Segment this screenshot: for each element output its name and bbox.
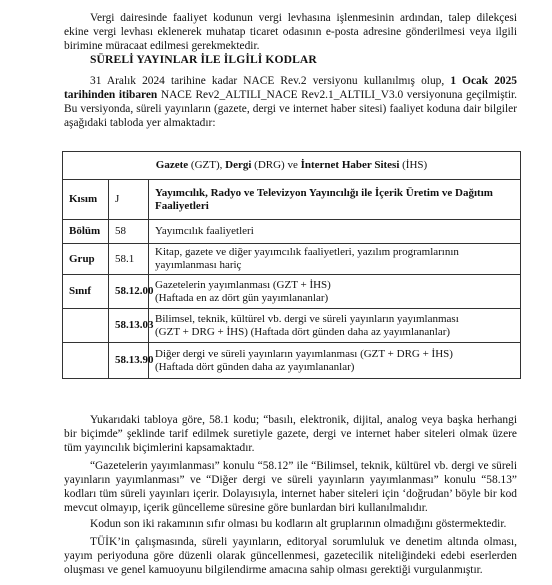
row-code: 58.13.03 — [109, 309, 149, 343]
row-code: 58.1 — [109, 244, 149, 275]
table-header-row — [63, 152, 521, 180]
row-description — [149, 275, 521, 309]
row-description: Kitap, gazete ve diğer yayımcılık faaliyetleri, yazılım programlarının yayımlanması hariç — [149, 244, 521, 275]
intro-paragraph: Vergi dairesinde faaliyet kodunun vergi levhasına işlenmesinin ardından, talep dilekçesi ekine vergi levhası eklenerek muhatap ticaret odasının e-posta adresine gönderilmesi veya ilgili birimine müracaat edilmesi gerekmektedir. — [64, 12, 517, 52]
row-code: 58.12.00 — [109, 275, 149, 309]
row-description: Yayımcılık faaliyetleri — [149, 220, 521, 244]
row-label: Grup — [63, 244, 109, 275]
table-row — [63, 244, 521, 275]
header-internet-abbr: (İHS) — [399, 159, 428, 171]
nace-text-1: 31 Aralık 2024 tarihine kadar NACE Rev.2 versiyonu kullanılmış olup, — [90, 75, 451, 87]
row-description-line: Gazetelerin yayımlanması (GZT + İHS) — [155, 278, 331, 291]
header-dergi: Dergi — [225, 159, 252, 171]
table-row — [63, 309, 521, 343]
row-label: Sınıf — [63, 275, 109, 309]
table-row — [63, 180, 521, 220]
row-label: Kısım — [63, 180, 109, 220]
nace-text-2: NACE Rev2_ALTILI_NACE Rev2.1_ALTILI_V3.0 versiyonuna geçilmiştir. Bu versiyonda, süreli yayınların (gazete, dergi ve internet haber sitesi) faaliyet koduna dair bilgiler aşağıdaki tabloda yer almaktadır: — [64, 89, 517, 129]
row-label: Bölüm — [63, 220, 109, 244]
codes-paragraph: “Gazetelerin yayımlanması” konulu “58.12” ile “Bilimsel, teknik, kültürel vb. dergi ve süreli yayınların yayımlanması” ve “Diğer dergi ve süreli yayınların yayımlanması” konulu “58.13” kodları tüm süreli yayınları içerir. Dolayısıyla, internet haber siteleri için ‘doğrudan’ böyle bir kod mevcut olmayıp, içerik güncelleme süresine göre bunlardan biri kullanılmalıdır. — [64, 460, 517, 514]
zero-digits-paragraph: Kodun son iki rakamının sıfır olması bu kodların alt gruplarının olmadığını göstermektedir. — [90, 518, 507, 530]
nace-codes-table — [62, 151, 521, 379]
row-code: J — [109, 180, 149, 220]
row-description-line: (GZT + DRG + İHS) (Haftada dört günden daha az yayımlananlar) — [155, 325, 451, 338]
row-description-line: Bilimsel, teknik, kültürel vb. dergi ve süreli yayınların yayımlanması — [155, 312, 459, 325]
row-code: 58.13.90 — [109, 343, 149, 379]
table-row — [63, 275, 521, 309]
tuik-paragraph: TÜİK’in çalışmasında, süreli yayınların, editoryal sorumluluk ve denetim altında olması, yayım periyoduna göre düzenli olarak güncellenmesi, gazetecilik niteliğindeki edebi eserlerden oluşması ve genel kamuoyunu bilgilendirme amacına sahip olması gerektiği vurgulanmıştır. — [64, 536, 517, 576]
row-description-line: (Haftada en az dört gün yayımlananlar) — [155, 291, 329, 304]
row-code: 58 — [109, 220, 149, 244]
row-label — [63, 343, 109, 379]
table-explanation-paragraph: Yukarıdaki tabloya göre, 58.1 kodu; “basılı, elektronik, dijital, analog veya başka herhangi bir biçimde” şeklinde tarif edilmek suretiyle gazete, dergi ve internet haber siteleri olmak üzere tüm yayıncılık biçimlerini kapsamaktadır. — [64, 414, 517, 454]
nace-version-paragraph — [64, 74, 517, 130]
section-heading: SÜRELİ YAYINLAR İLE İLGİLİ KODLAR — [90, 53, 317, 66]
table-header-cell — [63, 152, 521, 180]
row-label — [63, 309, 109, 343]
header-gazete: Gazete — [155, 159, 189, 171]
row-description — [149, 309, 521, 343]
row-description-line: Diğer dergi ve süreli yayınların yayımlanması (GZT + DRG + İHS) — [155, 347, 453, 360]
table-row — [63, 343, 521, 379]
nace-date-bold: 1 Ocak 2025 tarihinden itibaren — [64, 75, 517, 101]
header-internet: İnternet Haber Sitesi — [300, 159, 400, 171]
header-gazete-abbr: (GZT), — [188, 159, 226, 171]
row-description: Yayımcılık, Radyo ve Televizyon Yayıncılığı ile İçerik Üretim ve Dağıtım Faaliyetleri — [149, 180, 521, 220]
row-description — [149, 343, 521, 379]
header-dergi-abbr: (DRG) ve — [251, 159, 301, 171]
table-row — [63, 220, 521, 244]
row-description-line: (Haftada dört günden daha az yayımlananlar) — [155, 360, 355, 373]
